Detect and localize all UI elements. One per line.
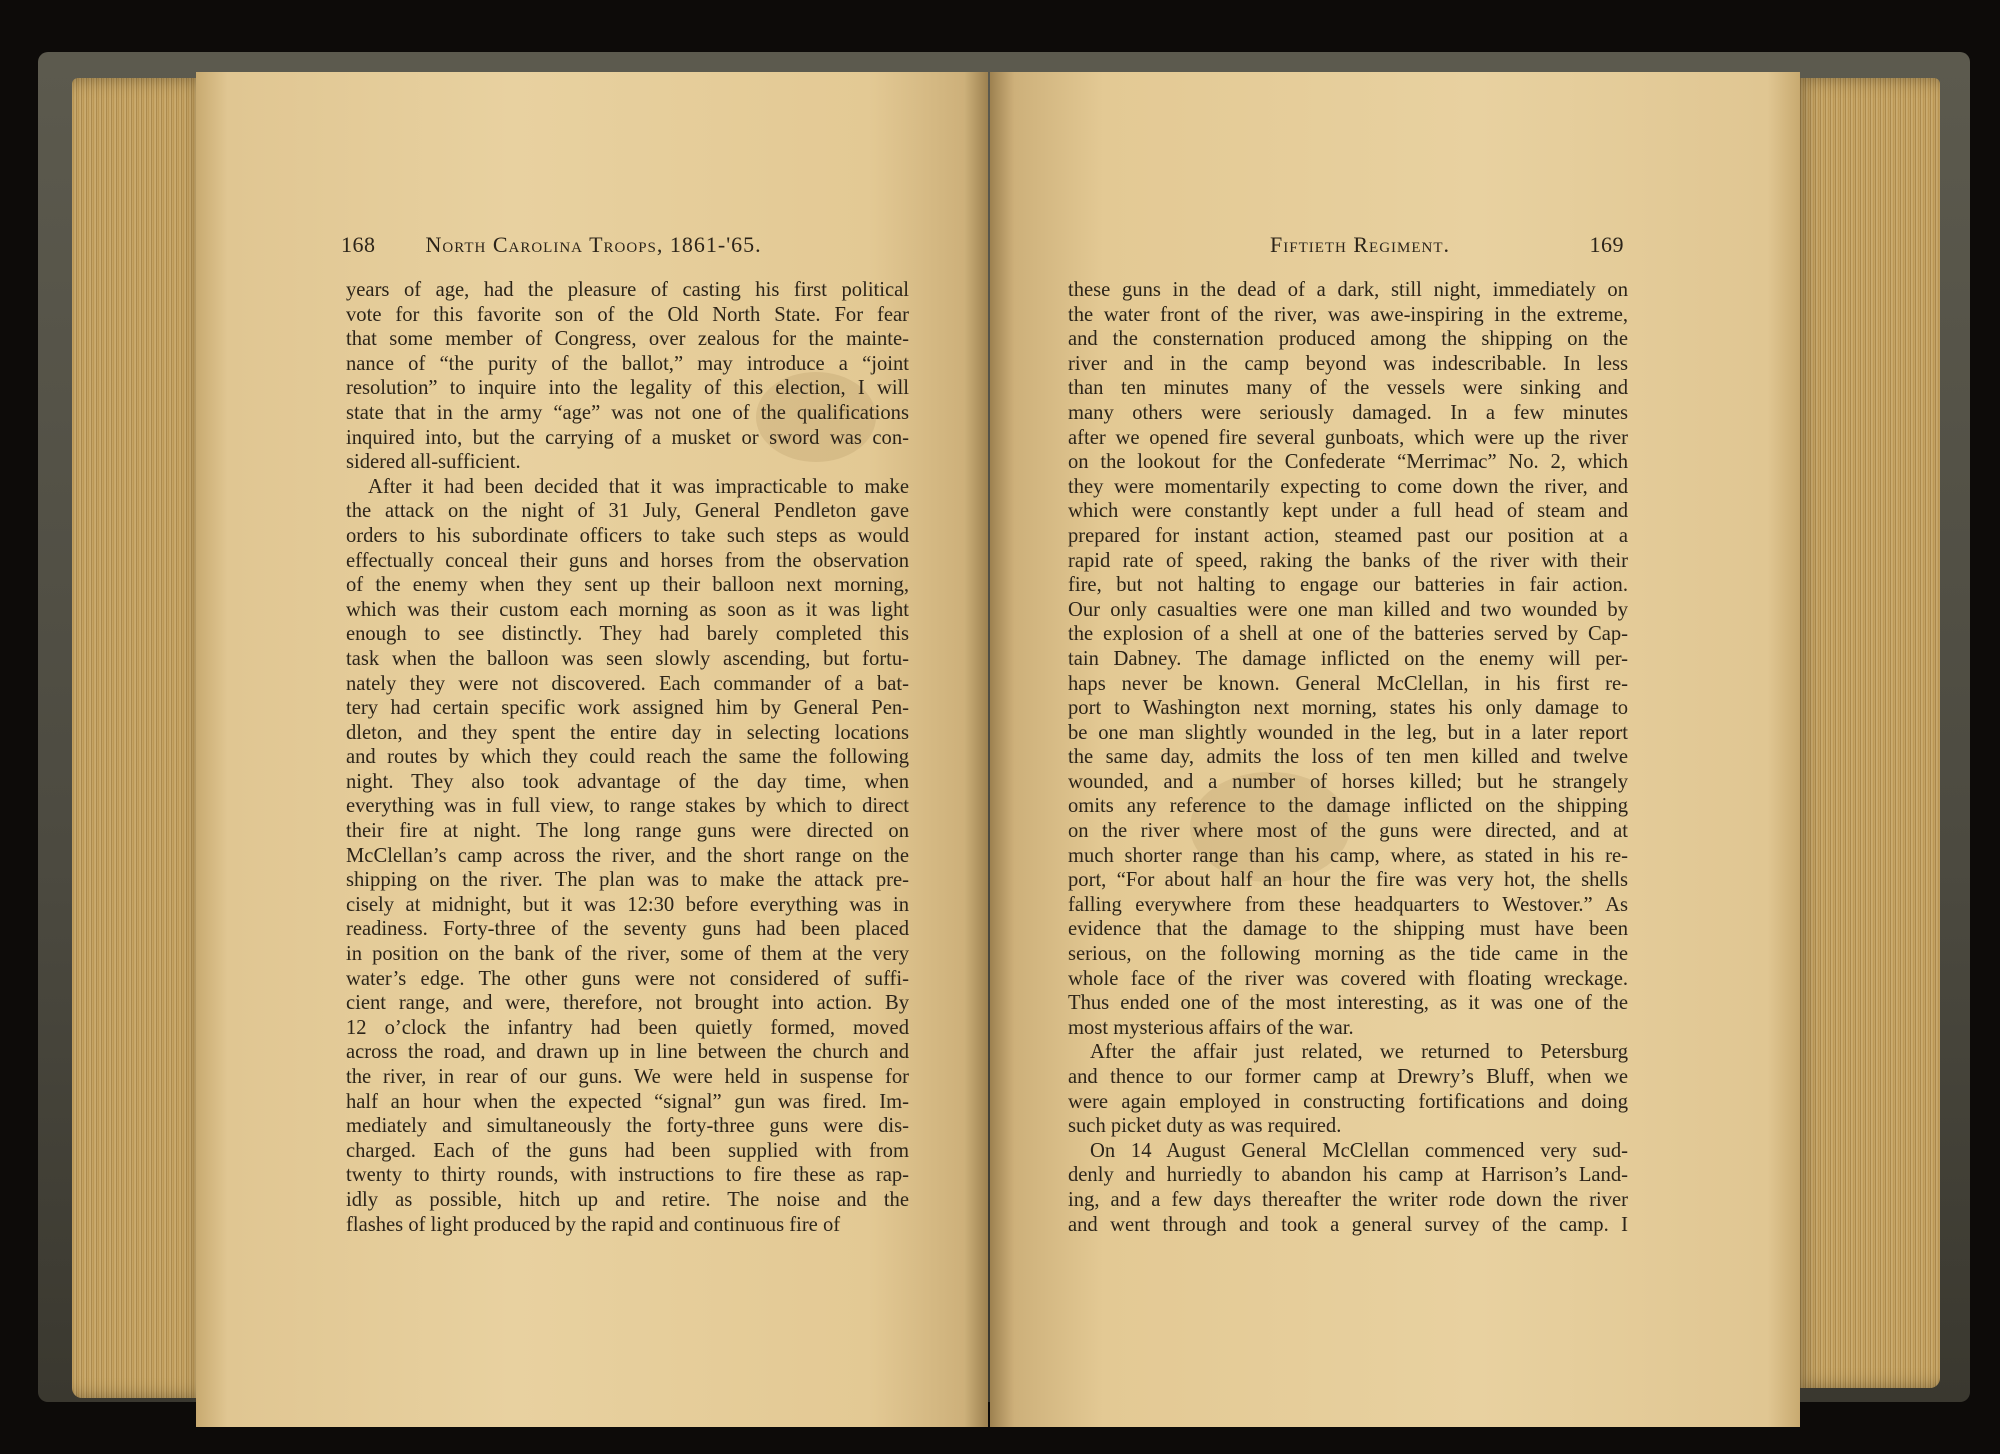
text-line: twenty to thirty rounds, with instructions to fire these as rap-: [346, 1164, 909, 1187]
text-line: flashes of light produced by the rapid and continuous fire of: [346, 1213, 841, 1236]
text-line: and routes by which they could reach the same the following: [346, 746, 909, 769]
text-line: of the enemy when they sent up their balloon next morning,: [346, 574, 909, 597]
text-line: which were constantly kept under a full head of steam and: [1068, 500, 1628, 523]
right-page: [990, 72, 1800, 1427]
text-line: state that in the army “age” was not one of the qualifications: [346, 401, 909, 424]
text-line: resolution” to inquire into the legality of this election, I will: [346, 377, 909, 400]
text-line: rapid rate of speed, raking the banks of the river with their: [1068, 549, 1628, 572]
text-line: Thus ended one of the most interesting, as it was one of the: [1068, 992, 1628, 1015]
text-line: omits any reference to the damage inflicted on the shipping: [1068, 795, 1628, 818]
right-page-edges: [1790, 78, 1940, 1388]
text-line: the river, in rear of our guns. We were held in suspense for: [346, 1066, 909, 1088]
right-page-header: [1270, 232, 1624, 258]
page-number: 168: [341, 232, 376, 257]
text-line: charged. Each of the guns had been supplied with from: [346, 1139, 909, 1162]
text-line: nance of “the purity of the ballot,” may introduce a “joint: [346, 352, 909, 375]
text-line: haps never be known. General McClellan, in his first re-: [1068, 672, 1628, 695]
text-line: enough to see distinctly. They had barely completed this: [346, 623, 909, 646]
text-line: evidence that the damage to the shipping must have been: [1068, 918, 1628, 941]
text-line: mediately and simultaneously the forty-three guns were dis-: [346, 1115, 909, 1138]
text-line: wounded, and a number of horses killed; but he strangely: [1068, 770, 1628, 793]
text-line: in position on the bank of the river, some of them at the very: [346, 943, 909, 966]
left-page-header: [341, 232, 907, 258]
text-line: Our only casualties were one man killed and two wounded by: [1068, 598, 1628, 621]
text-line: effectually conceal their guns and horses from the observation: [346, 549, 909, 572]
text-line: be one man slightly wounded in the leg, but in a later report: [1068, 721, 1628, 744]
text-line: the attack on the night of 31 July, General Pendleton gave: [346, 500, 909, 523]
text-line: sidered all-sufficient.: [346, 451, 521, 474]
running-head: Fiftieth Regiment.: [1270, 232, 1451, 257]
text-line: that some member of Congress, over zealous for the mainte-: [346, 328, 909, 351]
text-line: prepared for instant action, steamed past our position at a: [1068, 524, 1628, 547]
text-line: the explosion of a shell at one of the batteries served by Cap-: [1068, 623, 1628, 646]
text-line: years of age, had the pleasure of casting his first political: [346, 279, 909, 301]
text-line: shipping on the river. The plan was to make the attack pre-: [346, 869, 909, 892]
text-line: denly and hurriedly to abandon his camp at Harrison’s Land-: [1068, 1164, 1628, 1187]
text-line: were again employed in constructing fortifications and doing: [1068, 1090, 1628, 1113]
text-line: the water front of the river, was awe-inspiring in the extreme,: [1068, 303, 1628, 326]
text-line: cisely at midnight, but it was 12:30 before everything was in: [346, 893, 909, 916]
text-line: port to Washington next morning, states his only damage to: [1068, 697, 1628, 720]
text-line: after we opened fire several gunboats, which were up the river: [1068, 426, 1628, 449]
text-line: tain Dabney. The damage inflicted on the enemy will per-: [1068, 647, 1628, 670]
text-line: cient range, and were, therefore, not brought into action. By: [346, 992, 909, 1015]
text-line: idly as possible, hitch up and retire. The noise and the: [346, 1188, 909, 1211]
text-line: many others were seriously damaged. In a few minutes: [1068, 401, 1628, 424]
text-line: readiness. Forty-three of the seventy guns had been placed: [346, 918, 909, 941]
page-number: 169: [1589, 232, 1624, 257]
text-line: across the road, and drawn up in line between the church and: [346, 1041, 909, 1064]
text-line: on the lookout for the Confederate “Merrimac” No. 2, which: [1068, 451, 1628, 474]
text-line: fire, but not halting to engage our batteries in fair action.: [1068, 574, 1628, 597]
text-line: on the river where most of the guns were directed, and at: [1068, 820, 1628, 843]
text-line: than ten minutes many of the vessels were sinking and: [1068, 377, 1628, 400]
text-line: dleton, and they spent the entire day in selecting locations: [346, 721, 909, 744]
text-line: everything was in full view, to range stakes by which to direct: [346, 795, 909, 818]
text-line: orders to his subordinate officers to take such steps as would: [346, 524, 909, 547]
text-line: 12 o’clock the infantry had been quietly formed, moved: [346, 1016, 909, 1039]
text-line: After it had been decided that it was impracticable to make: [368, 475, 909, 498]
text-line: whole face of the river was covered with floating wreckage.: [1068, 967, 1628, 990]
text-line: inquired into, but the carrying of a musket or sword was con-: [346, 426, 909, 449]
text-line: and the consternation produced among the shipping on the: [1068, 328, 1628, 351]
left-page: [196, 72, 988, 1427]
text-line: serious, on the following morning as the tide came in the: [1068, 943, 1628, 966]
right-page-body: [1068, 278, 1628, 1237]
text-line: these guns in the dead of a dark, still night, immediately on: [1068, 279, 1628, 301]
text-line: river and in the camp beyond was indescribable. In less: [1068, 352, 1628, 375]
text-line: On 14 August General McClellan commenced very sud-: [1090, 1139, 1628, 1162]
text-line: and went through and took a general survey of the camp. I: [1068, 1213, 1628, 1236]
text-line: port, “For about half an hour the fire was very hot, the shells: [1068, 869, 1628, 892]
text-line: McClellan’s camp across the river, and the short range on the: [346, 844, 909, 867]
text-line: water’s edge. The other guns were not considered of suffi-: [346, 967, 909, 990]
text-line: night. They also took advantage of the day time, when: [346, 770, 909, 793]
left-page-body: [346, 278, 909, 1237]
left-page-edges: [72, 78, 212, 1398]
text-line: falling everywhere from these headquarters to Westover.” As: [1068, 893, 1628, 916]
text-line: they were momentarily expecting to come down the river, and: [1068, 475, 1628, 498]
text-line: the same day, admits the loss of ten men killed and twelve: [1068, 746, 1628, 769]
text-line: ing, and a few days thereafter the writer rode down the river: [1068, 1188, 1628, 1211]
text-line: vote for this favorite son of the Old North State. For fear: [346, 303, 909, 326]
text-line: such picket duty as was required.: [1068, 1115, 1342, 1138]
text-line: much shorter range than his camp, where, as stated in his re-: [1068, 844, 1628, 867]
text-line: nately they were not discovered. Each commander of a bat-: [346, 672, 909, 695]
text-line: task when the balloon was seen slowly ascending, but fortu-: [346, 647, 909, 670]
text-line: and thence to our former camp at Drewry’s Bluff, when we: [1068, 1066, 1628, 1088]
text-line: After the affair just related, we returned to Petersburg: [1090, 1041, 1628, 1064]
text-line: their fire at night. The long range guns were directed on: [346, 820, 909, 843]
running-head: North Carolina Troops, 1861-'65.: [425, 232, 762, 257]
text-line: tery had certain specific work assigned him by General Pen-: [346, 697, 909, 720]
text-line: half an hour when the expected “signal” gun was fired. Im-: [346, 1090, 909, 1113]
text-line: which was their custom each morning as soon as it was light: [346, 598, 909, 621]
text-line: most mysterious affairs of the war.: [1068, 1016, 1354, 1039]
